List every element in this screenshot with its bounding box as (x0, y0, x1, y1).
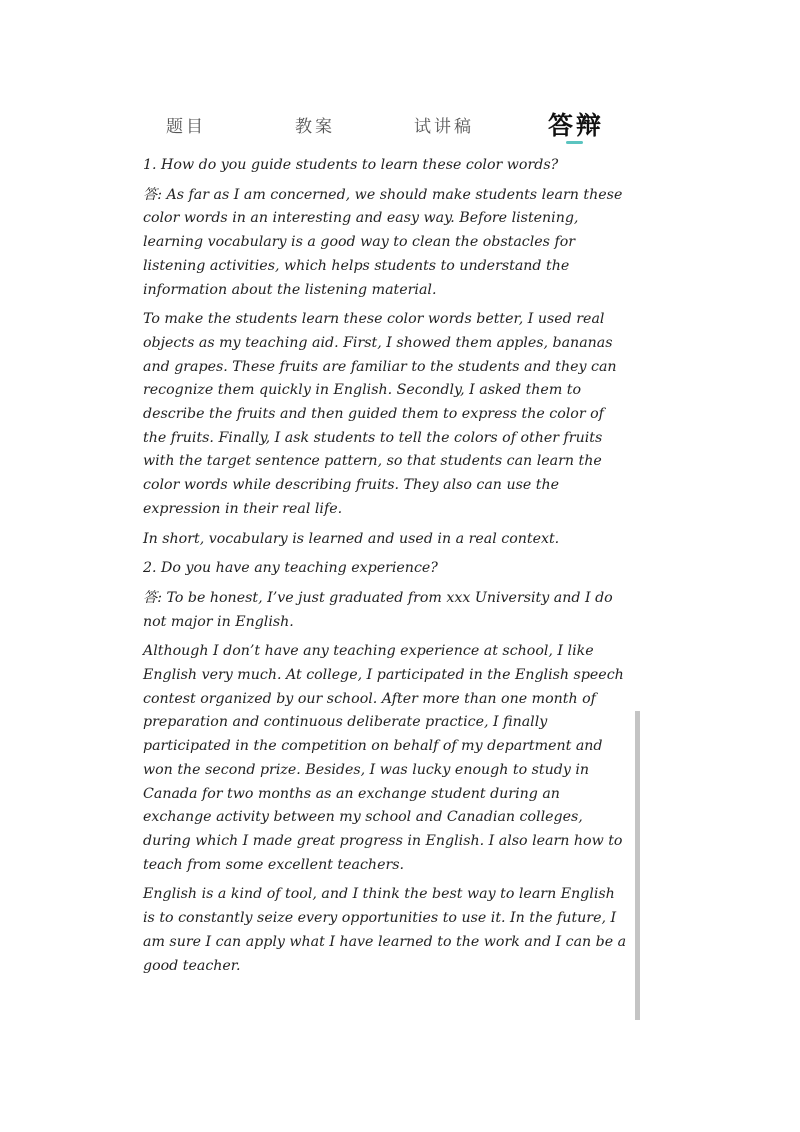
answer-1-paragraph-1: 答: As far as I am concerned, we should make students learn these color words in an interesting and easy way. Before listening, learning vocabulary is a good way to clean the obstacles for listening activities, which helps students to understand the information about the listening material. (143, 186, 623, 298)
answer-2-paragraph-1: 答: To be honest, I’ve just graduated from xxx University and I do not major in English. (143, 589, 613, 630)
answer-2-paragraph-3: English is a kind of tool, and I think the best way to learn English is to constantly seize every opportunities to use it. In the future, I am sure I can apply what I have learned to the work and I can be a good teacher. (143, 886, 627, 974)
tab-bar (0, 104, 800, 154)
tab-defense[interactable]: 答辩 (548, 111, 605, 140)
answer-2-paragraph-2: Although I don’t have any teaching experience at school, I like English very much. At college, I participated in the English speech contest organized by our school. After more than one month of preparation and continuous deliberate practice, I finally participated in the competition on behalf of my department and won the second prize. Besides, I was lucky enough to study in Canada for two months as an exchange student during an exchange activity between my school and Canadian colleges, during which I made great progress in English. I also learn how to teach from some excellent teachers. (143, 643, 624, 873)
tab-lesson-plan[interactable]: 教案 (295, 117, 335, 137)
active-tab-indicator (566, 141, 583, 144)
scrollbar[interactable] (635, 711, 640, 1020)
tab-script[interactable]: 试讲稿 (414, 117, 474, 137)
question-2: 2. Do you have any teaching experience? (143, 560, 438, 577)
answer-1-paragraph-2: To make the students learn these color words better, I used real objects as my teaching aid. First, I showed them apples, bananas and grapes. These fruits are familiar to the students and they can recognize them quickly in English. Secondly, I asked them to describe the fruits and then guided them to express the color of the fruits. Finally, I ask students to tell the colors of other fruits with the target sentence pattern, so that students can learn the color words while describing fruits. They also can use the expression in their real life. (143, 311, 617, 517)
answer-content (143, 154, 629, 984)
tab-topic[interactable]: 题目 (166, 117, 206, 137)
answer-1-paragraph-3: In short, vocabulary is learned and used in a real context. (143, 530, 560, 547)
question-1: 1. How do you guide students to learn these color words? (143, 157, 559, 173)
